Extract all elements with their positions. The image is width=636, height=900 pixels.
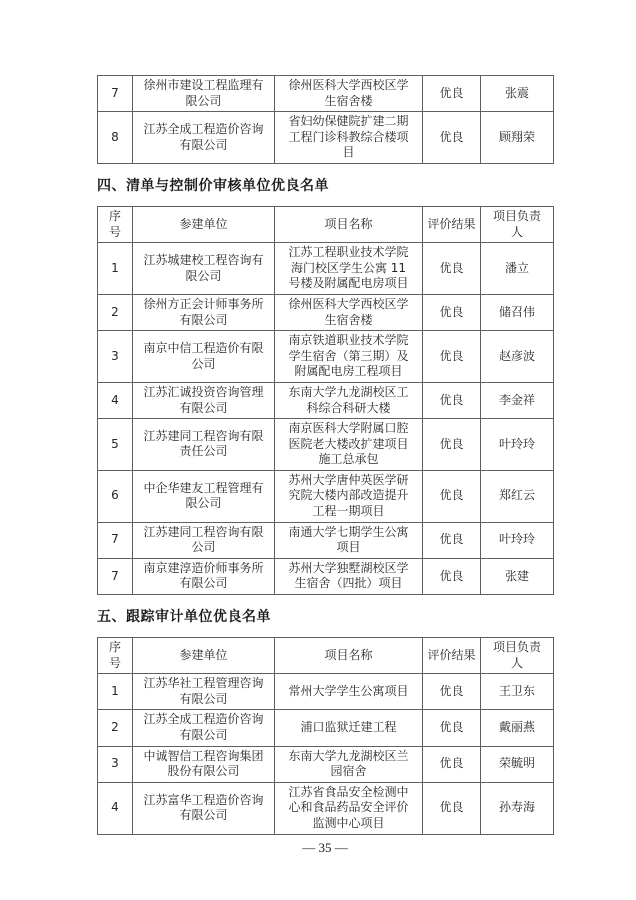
cell-company: 徐州方正会计师事务所有限公司 [133,294,275,330]
cell-person: 张震 [481,76,554,112]
cell-no: 5 [98,419,133,471]
cell-no: 1 [98,674,133,710]
cell-company: 江苏汇诚投资咨询管理有限公司 [133,382,275,418]
continuation-table [97,75,554,164]
cell-no: 6 [98,470,133,522]
header-cell-no: 序号 [98,638,133,674]
cell-no: 2 [98,294,133,330]
header-cell-result: 评价结果 [423,638,481,674]
section4-table-body [98,243,554,595]
header-cell-no: 序号 [98,206,133,242]
cell-company: 江苏建同工程咨询有限公司 [133,522,275,558]
cell-person: 储召伟 [481,294,554,330]
cell-project: 苏州大学唐仲英医学研究院大楼内部改造提升工程一期项目 [275,470,423,522]
cell-project: 江苏工程职业技术学院海门校区学生公寓 11 号楼及附属配电房项目 [275,243,423,295]
cell-project: 浦口监狱迁建工程 [275,710,423,746]
cell-company: 江苏全成工程造价咨询有限公司 [133,112,275,164]
header-cell-person: 项目负责人 [481,638,554,674]
cell-company: 江苏全成工程造价咨询有限公司 [133,710,275,746]
table-header-row [98,638,554,674]
cell-no: 3 [98,331,133,383]
cell-person: 王卫东 [481,674,554,710]
cell-company: 江苏城建校工程咨询有限公司 [133,243,275,295]
header-cell-project: 项目名称 [275,638,423,674]
cell-company: 江苏华社工程管理咨询有限公司 [133,674,275,710]
cell-company: 中诚智信工程咨询集团股份有限公司 [133,746,275,782]
table-row [98,76,554,112]
cell-project: 南京医科大学附属口腔医院老大楼改扩建项目施工总承包 [275,419,423,471]
cell-result: 优良 [423,382,481,418]
cell-company: 中企华建友工程管理有限公司 [133,470,275,522]
header-cell-result: 评价结果 [423,206,481,242]
cell-project: 徐州医科大学西校区学生宿舍楼 [275,294,423,330]
header-cell-company: 参建单位 [133,206,275,242]
table-row [98,674,554,710]
cell-person: 郑红云 [481,470,554,522]
cell-project: 南京铁道职业技术学院学生宿舍（第三期）及附属配电房工程项目 [275,331,423,383]
cell-no: 7 [98,522,133,558]
table-row [98,470,554,522]
table-row [98,419,554,471]
cell-project: 常州大学学生公寓项目 [275,674,423,710]
cell-project: 省妇幼保健院扩建二期工程门诊科教综合楼项目 [275,112,423,164]
cell-person: 潘立 [481,243,554,295]
cell-no: 2 [98,710,133,746]
cell-result: 优良 [423,470,481,522]
cell-company: 徐州市建设工程监理有限公司 [133,76,275,112]
cell-result: 优良 [423,674,481,710]
cell-company: 江苏富华工程造价咨询有限公司 [133,782,275,834]
table-row [98,112,554,164]
cell-project: 南通大学七期学生公寓项目 [275,522,423,558]
cell-result: 优良 [423,558,481,594]
table-row [98,382,554,418]
cell-result: 优良 [423,746,481,782]
table-row [98,294,554,330]
cell-result: 优良 [423,76,481,112]
cell-company: 南京建淳造价师事务所有限公司 [133,558,275,594]
cell-no: 1 [98,243,133,295]
cell-company: 江苏建同工程咨询有限责任公司 [133,419,275,471]
cell-result: 优良 [423,522,481,558]
cell-no: 3 [98,746,133,782]
cell-result: 优良 [423,710,481,746]
table-row [98,331,554,383]
cell-result: 优良 [423,331,481,383]
cell-person: 赵彦波 [481,331,554,383]
cell-person: 顾翔荣 [481,112,554,164]
cell-result: 优良 [423,419,481,471]
table-header-row [98,206,554,242]
cell-no: 4 [98,782,133,834]
header-cell-company: 参建单位 [133,638,275,674]
continuation-table-body [98,76,554,164]
section4-table [97,206,554,595]
cell-project: 东南大学九龙湖校区兰园宿舍 [275,746,423,782]
table-row [98,243,554,295]
cell-result: 优良 [423,243,481,295]
section4-heading: 四、清单与控制价审核单位优良名单 [97,177,329,194]
header-cell-person: 项目负责人 [481,206,554,242]
cell-project: 东南大学九龙湖校区工科综合科研大楼 [275,382,423,418]
header-cell-project: 项目名称 [275,206,423,242]
cell-person: 戴丽燕 [481,710,554,746]
table-row [98,558,554,594]
cell-project: 徐州医科大学西校区学生宿舍楼 [275,76,423,112]
cell-result: 优良 [423,782,481,834]
page-number: — 35 — [302,840,348,855]
cell-no: 7 [98,76,133,112]
section5-table-body [98,674,554,834]
cell-no: 8 [98,112,133,164]
cell-no: 7 [98,558,133,594]
cell-project: 苏州大学独墅湖校区学生宿舍（四批）项目 [275,558,423,594]
cell-person: 李金祥 [481,382,554,418]
cell-company: 南京中信工程造价有限公司 [133,331,275,383]
cell-person: 张建 [481,558,554,594]
table-row [98,782,554,834]
table-row [98,746,554,782]
cell-person: 叶玲玲 [481,419,554,471]
cell-result: 优良 [423,112,481,164]
cell-person: 孙寿海 [481,782,554,834]
table-row [98,522,554,558]
cell-project: 江苏省食品安全检测中心和食品药品安全评价监测中心项目 [275,782,423,834]
cell-no: 4 [98,382,133,418]
section5-heading: 五、跟踪审计单位优良名单 [97,609,271,626]
table-row [98,710,554,746]
cell-person: 荣毓明 [481,746,554,782]
section5-table [97,637,554,835]
cell-person: 叶玲玲 [481,522,554,558]
cell-result: 优良 [423,294,481,330]
